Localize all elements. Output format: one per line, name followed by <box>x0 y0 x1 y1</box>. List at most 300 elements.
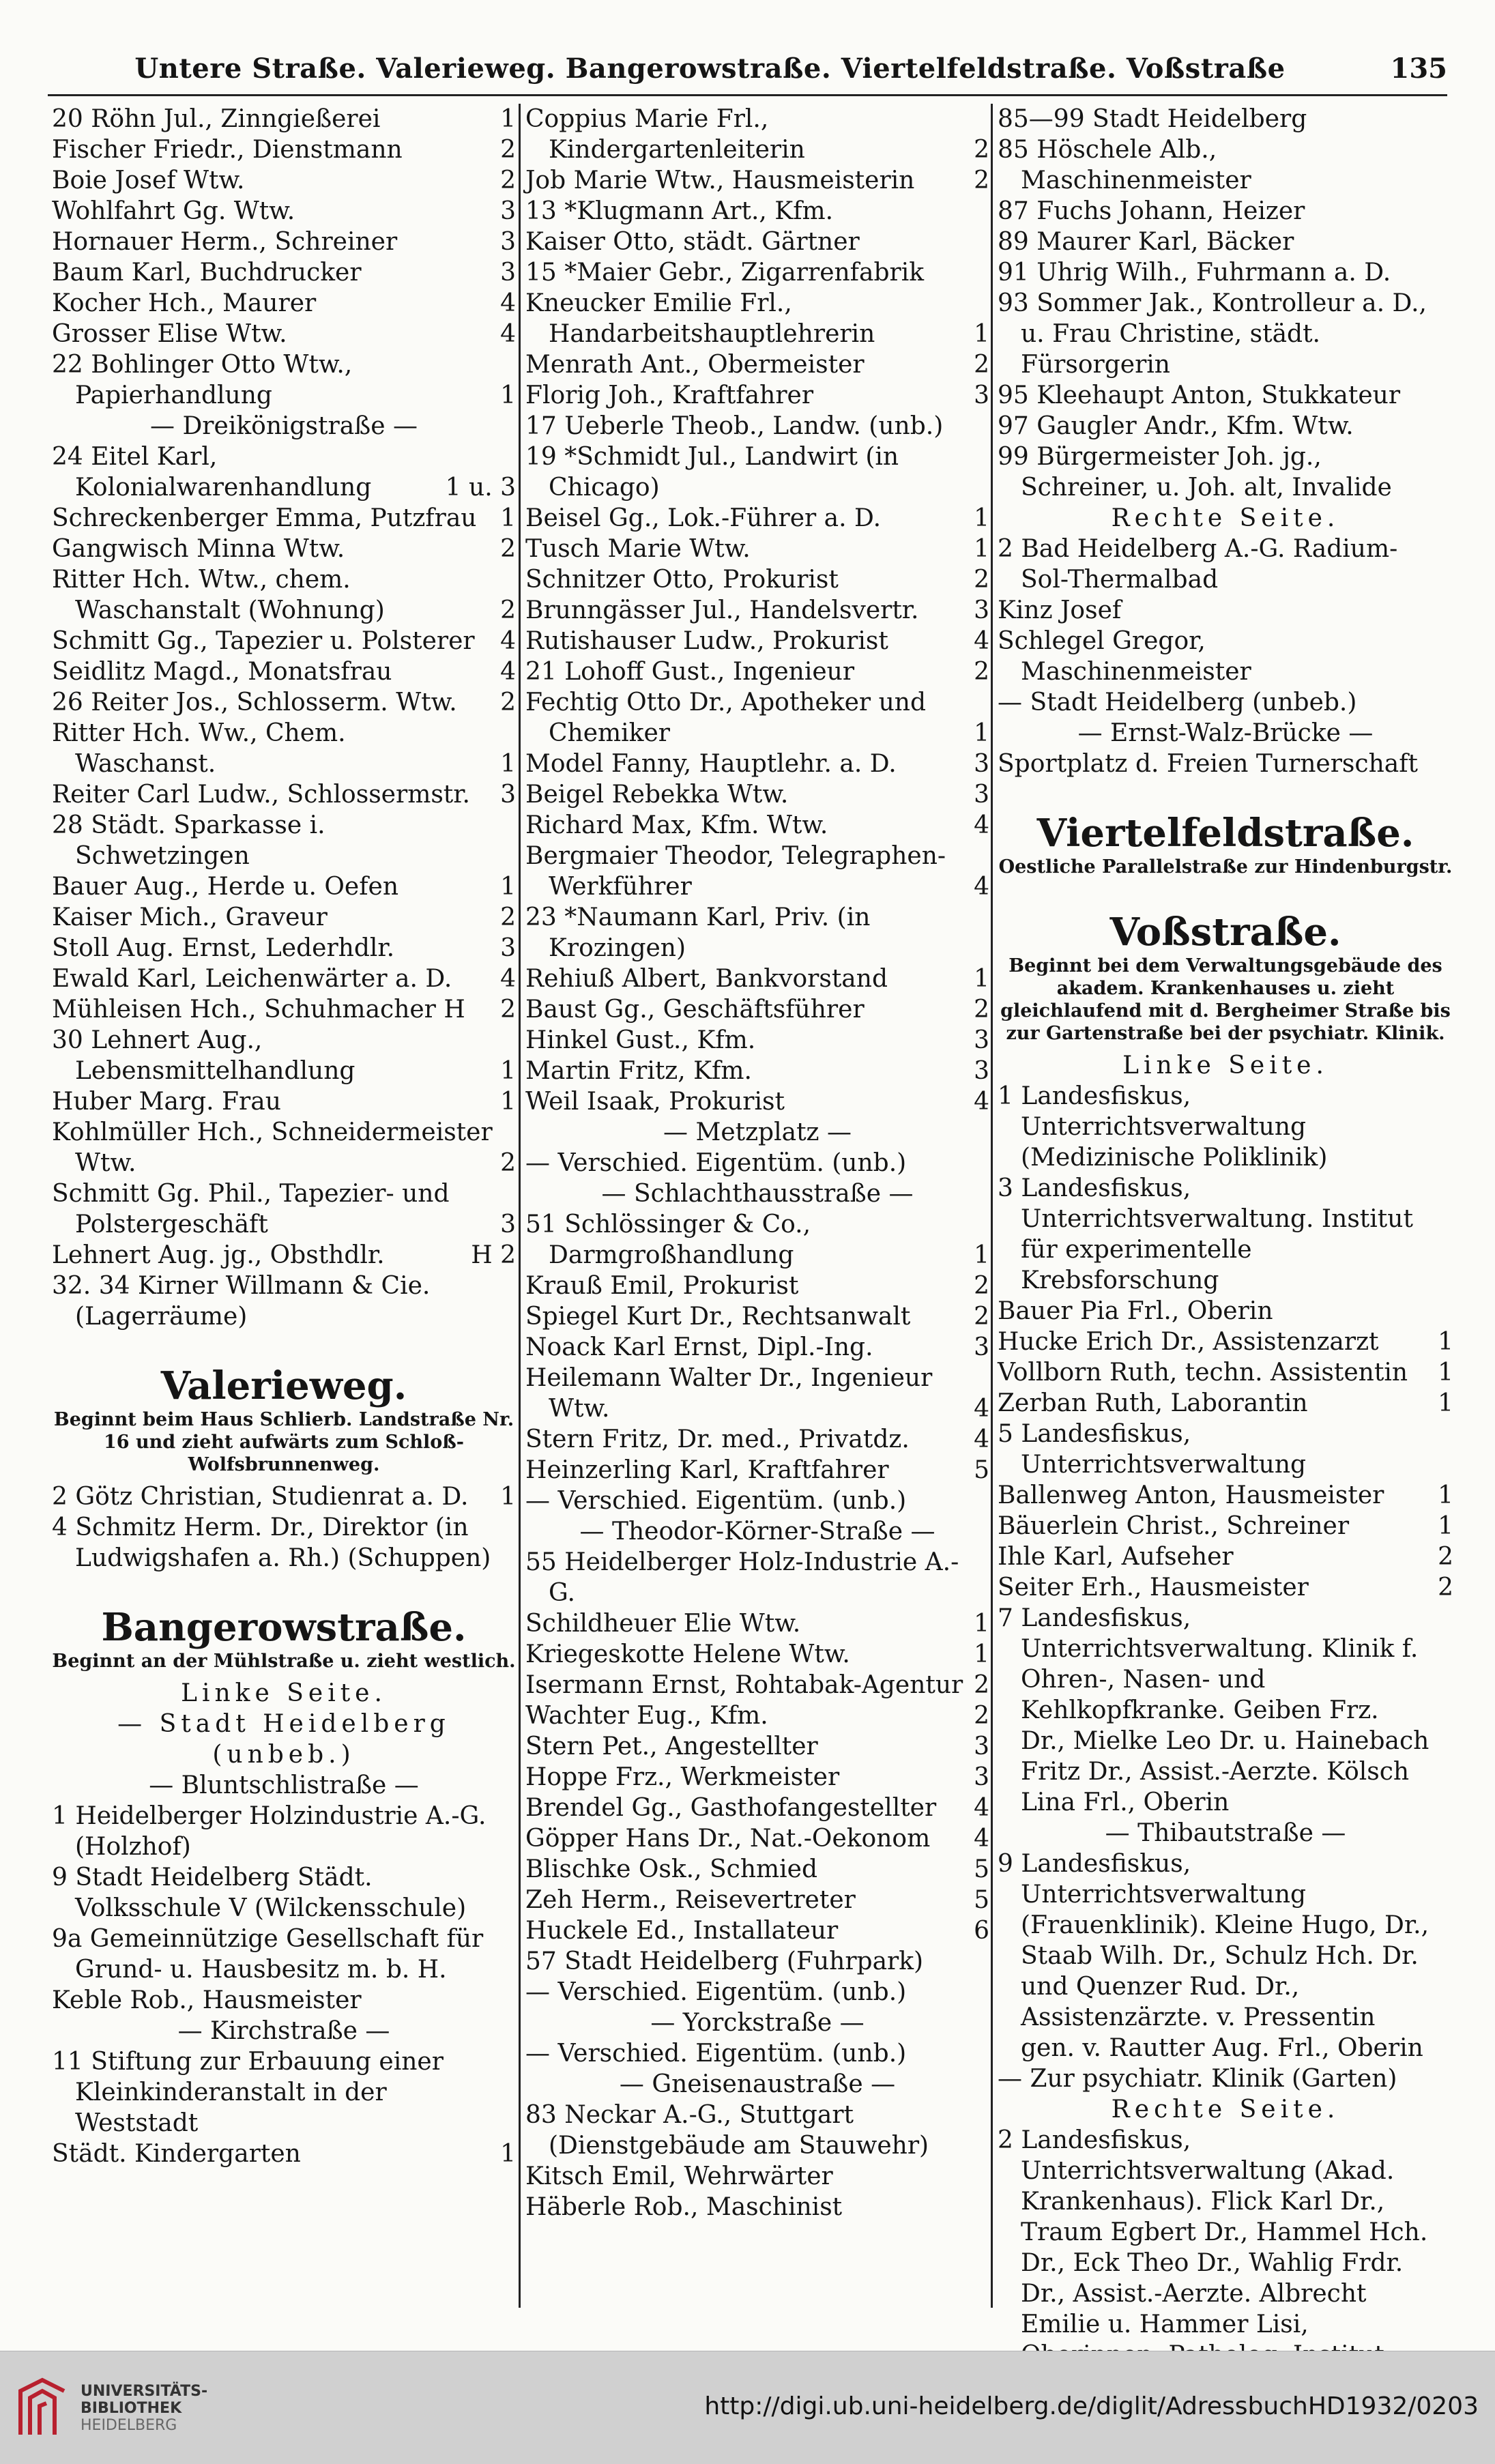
entry-text: Ritter Hch. Ww., Chem. Waschanst. <box>52 719 346 778</box>
directory-entry <box>52 687 516 718</box>
floor-number: 1 <box>1438 1389 1453 1417</box>
directory-entry <box>525 841 989 902</box>
floor-number: 3 <box>974 596 989 624</box>
floor-number: 1 <box>500 2140 516 2168</box>
entry-text: Hucke Erich Dr., Assistenzarzt <box>998 1328 1379 1356</box>
directory-entry <box>998 1296 1453 1327</box>
floor-number: 1 <box>500 873 516 901</box>
source-url-link[interactable]: http://digi.ub.uni-heidelberg.de/diglit/AdressbuchHD1932/0203 <box>704 2392 1479 2420</box>
directory-entry <box>525 411 989 441</box>
entry-text: Noack Karl Ernst, Dipl.-Ing. <box>525 1333 873 1361</box>
directory-entry <box>525 1731 989 1762</box>
floor-number: 3 <box>500 781 516 809</box>
directory-entry <box>525 595 989 626</box>
entry-text: Städt. Kindergarten <box>52 2140 301 2168</box>
floor-number: 6 <box>974 1917 989 1945</box>
directory-entry <box>525 963 989 994</box>
directory-entry <box>525 902 989 963</box>
page-header <box>48 48 1447 89</box>
entry-text: Schlegel Gregor, Maschinenmeister <box>998 627 1251 686</box>
directory-entry <box>998 411 1453 441</box>
header-title: Untere Straße. Valerieweg. Bangerowstraße. Viertelfeldstraße. Voßstraße <box>134 52 1286 85</box>
entry-text: 30 Lehnert Aug., Lebensmittelhandlung <box>52 1026 355 1085</box>
entry-text: 89 Maurer Karl, Bäcker <box>998 228 1294 256</box>
floor-number: 4 <box>974 873 989 901</box>
directory-entry <box>525 1271 989 1301</box>
floor-number: 2 <box>500 903 516 931</box>
directory-entry <box>52 1924 516 1985</box>
entry-text: Beisel Gg., Lok.-Führer a. D. <box>525 504 882 532</box>
entry-text: 15 *Maier Gebr., Zigarrenfabrik <box>525 259 925 287</box>
entry-text: 24 Eitel Karl, Kolonialwarenhandlung <box>52 443 372 502</box>
directory-entry <box>52 2139 516 2169</box>
directory-entry <box>52 165 516 196</box>
floor-number: 4 <box>974 1794 989 1822</box>
entry-text: Model Fanny, Hauptlehr. a. D. <box>525 750 897 778</box>
entry-text: Coppius Marie Frl., Kindergartenleiterin <box>525 105 805 164</box>
entry-text: 21 Lohoff Gust., Ingenieur <box>525 658 855 686</box>
directory-entry <box>52 1862 516 1924</box>
entry-text: Schildheuer Elie Wtw. <box>525 1610 801 1638</box>
directory-entry <box>525 564 989 595</box>
entry-text: Vollborn Ruth, techn. Assistentin <box>998 1359 1408 1387</box>
directory-entry <box>525 2038 989 2069</box>
entry-text: Stoll Aug. Ernst, Lederhdlr. <box>52 934 395 962</box>
library-line: UNIVERSITÄTS- <box>81 2383 208 2400</box>
entry-text: Schmitt Gg., Tapezier u. Polsterer <box>52 627 475 655</box>
directory-entry <box>998 595 1453 626</box>
entry-text: Schnitzer Otto, Prokurist <box>525 566 839 594</box>
floor-number: 1 <box>500 381 516 409</box>
directory-entry <box>52 1801 516 1862</box>
entry-text: Ballenweg Anton, Hausmeister <box>998 1481 1384 1509</box>
floor-number: 2 <box>974 1272 989 1300</box>
directory-entry <box>525 1823 989 1854</box>
entry-text: Ritter Hch. Wtw., chem. Waschanstalt (Wohnung) <box>52 566 385 624</box>
floor-number: 2 <box>974 1303 989 1331</box>
directory-entry <box>525 441 989 503</box>
directory-entry <box>525 380 989 411</box>
directory-entry <box>525 1485 989 1516</box>
floor-number: 2 <box>974 1702 989 1730</box>
directory-entry <box>525 749 989 779</box>
entry-text: Kitsch Emil, Wehrwärter <box>525 2162 833 2190</box>
directory-entry <box>525 1915 989 1946</box>
column-divider <box>991 104 993 2308</box>
floor-number: 3 <box>500 1211 516 1238</box>
directory-entry <box>998 1541 1453 1572</box>
directory-entry <box>525 1854 989 1885</box>
street-heading: Voßstraße. <box>1109 910 1341 955</box>
floor-number: 3 <box>974 750 989 778</box>
floor-number: 1 <box>974 535 989 563</box>
floor-number: 5 <box>974 1855 989 1883</box>
directory-entry <box>525 1455 989 1485</box>
entry-text: Seidlitz Magd., Monatsfrau <box>52 658 392 686</box>
floor-number: 1 <box>1438 1328 1453 1356</box>
directory-entry <box>525 1608 989 1639</box>
entry-text: Lehnert Aug. jg., Obsthdlr. <box>52 1241 385 1269</box>
directory-entry <box>998 1480 1453 1511</box>
directory-entry <box>525 1424 989 1455</box>
entry-text: Schmitt Gg. Phil., Tapezier- und Polstergeschäft <box>52 1180 450 1238</box>
directory-entry <box>998 534 1453 595</box>
floor-number: 2 <box>500 1149 516 1177</box>
directory-entry <box>998 1419 1453 1480</box>
directory-entry <box>525 1793 989 1823</box>
entry-text: 97 Gaugler Andr., Kfm. Wtw. <box>998 412 1354 440</box>
directory-entry <box>525 1700 989 1731</box>
directory-entry <box>525 104 989 165</box>
entry-text: 51 Schlössinger & Co., Darmgroßhandlung <box>525 1211 811 1269</box>
entry-text: 85 Höschele Alb., Maschinenmeister <box>998 136 1251 194</box>
directory-entry <box>52 779 516 810</box>
floor-number: 4 <box>500 320 516 348</box>
floor-number: 2 <box>500 166 516 194</box>
entry-text: 7 Landesfiskus, Unterrichtsverwaltung. Klinik f. Ohren-, Nasen- und Kehlkopfkranke. Geiben Frz. Dr., Mielke Leo Dr. u. Hainebach Fritz Dr., Assist.-Aerzte. Kölsch Lina Frl., Oberin <box>998 1604 1429 1816</box>
entry-text: Baust Gg., Geschäftsführer <box>525 996 865 1024</box>
directory-entry <box>525 1209 989 1271</box>
directory-entry <box>998 749 1453 779</box>
viewer-footer <box>0 2351 1495 2464</box>
floor-number: 2 <box>974 351 989 379</box>
floor-number: 2 <box>500 136 516 164</box>
directory-entry <box>998 1511 1453 1541</box>
directory-entry <box>525 1639 989 1670</box>
entry-text: 20 Röhn Jul., Zinngießerei <box>52 105 381 133</box>
floor-number: 4 <box>500 289 516 317</box>
header-rule <box>48 94 1447 96</box>
directory-entry <box>52 626 516 656</box>
directory-entry <box>998 288 1453 380</box>
directory-entry <box>525 656 989 687</box>
floor-number: 1 <box>974 320 989 348</box>
entry-text: Brendel Gg., Gasthofangestellter <box>525 1794 937 1822</box>
directory-entry <box>525 503 989 534</box>
entry-text: 17 Ueberle Theob., Landw. (unb.) <box>525 412 944 440</box>
entry-text: Häberle Rob., Maschinist <box>525 2193 843 2221</box>
entry-text: Hornauer Herm., Schreiner <box>52 228 398 256</box>
floor-number: 4 <box>500 658 516 686</box>
directory-entry <box>998 441 1453 503</box>
entry-text: Bergmaier Theodor, Telegraphen-Werkführer <box>525 842 946 901</box>
entry-text: Boie Josef Wtw. <box>52 166 245 194</box>
floor-number: 1 <box>974 1241 989 1269</box>
entry-text: Ihle Karl, Aufseher <box>998 1543 1234 1571</box>
directory-entry <box>52 1985 516 2016</box>
entry-text: Wohlfahrt Gg. Wtw. <box>52 197 295 225</box>
cross-street-label: — Thibautstraße — <box>1105 1819 1346 1847</box>
directory-entry <box>525 288 989 349</box>
entry-text: Baum Karl, Buchdrucker <box>52 259 362 287</box>
library-line: BIBLIOTHEK <box>81 2400 182 2417</box>
directory-entry <box>52 994 516 1025</box>
entry-text: 2 Bad Heidelberg A.-G. Radium-Sol-Thermalbad <box>998 535 1398 594</box>
floor-number: 1 <box>500 1057 516 1085</box>
entry-text: Florig Joh., Kraftfahrer <box>525 381 814 409</box>
entry-text: Martin Fritz, Kfm. <box>525 1057 752 1085</box>
entry-text: 55 Heidelberger Holz-Industrie A.-G. <box>525 1548 959 1607</box>
entry-text: 26 Reiter Jos., Schlosserm. Wtw. <box>52 689 457 716</box>
street-heading: Valerieweg. <box>160 1363 407 1408</box>
floor-number: 4 <box>974 627 989 655</box>
directory-entry <box>52 534 516 564</box>
floor-number: 4 <box>974 811 989 839</box>
directory-entry <box>998 1173 1453 1296</box>
directory-entry <box>52 1481 516 1512</box>
entry-text: Menrath Ant., Obermeister <box>525 351 865 379</box>
floor-number: 4 <box>500 965 516 993</box>
cross-street-label: Rechte Seite. <box>1111 504 1340 532</box>
floor-number: 3 <box>500 228 516 256</box>
column-1 <box>52 104 516 2308</box>
floor-number: 1 <box>500 1483 516 1511</box>
directory-entry <box>52 104 516 134</box>
entry-text: Job Marie Wtw., Hausmeisterin <box>525 166 915 194</box>
entry-text: 13 *Klugmann Art., Kfm. <box>525 197 834 225</box>
cross-street-label: Linke Seite. <box>1122 1052 1329 1079</box>
entry-text: Hinkel Gust., Kfm. <box>525 1026 756 1054</box>
library-logo-icon <box>15 2376 70 2439</box>
directory-entry <box>525 1670 989 1700</box>
directory-entry <box>998 687 1453 718</box>
floor-number: 3 <box>500 259 516 287</box>
directory-entry <box>52 257 516 288</box>
directory-entry <box>525 1056 989 1086</box>
directory-entry <box>998 1388 1453 1419</box>
directory-entry <box>525 1332 989 1363</box>
entry-text: Huckele Ed., Installateur <box>525 1917 839 1945</box>
column-2 <box>525 104 989 2308</box>
entry-text: Brunngässer Jul., Handelsvertr. <box>525 596 919 624</box>
floor-number: 1 <box>974 504 989 532</box>
directory-entry <box>525 2192 989 2222</box>
entry-text: 9 Landesfiskus, Unterrichtsverwaltung (Frauenklinik). Kleine Hugo, Dr., Staab Wilh. Dr., Schulz Hch. Dr. und Quenzer Rud. Dr., Assistenzärzte. v. Pressentin gen. v. Rautter Aug. Frl., Oberin <box>998 1850 1429 2062</box>
entry-text: Blischke Osk., Schmied <box>525 1855 818 1883</box>
floor-number: 2 <box>974 136 989 164</box>
entry-text: Grosser Elise Wtw. <box>52 320 287 348</box>
entry-text: Weil Isaak, Prokurist <box>525 1088 785 1116</box>
directory-entry <box>52 1178 516 1240</box>
directory-entry <box>52 963 516 994</box>
directory-entry <box>998 227 1453 257</box>
entry-text: Kriegeskotte Helene Wtw. <box>525 1640 850 1668</box>
entry-text: Zerban Ruth, Laborantin <box>998 1389 1308 1417</box>
cross-street-label: Rechte Seite. <box>1111 2096 1340 2124</box>
floor-number: 3 <box>974 1057 989 1085</box>
floor-number: 2 <box>500 596 516 624</box>
floor-number: H 2 <box>471 1241 516 1269</box>
entry-text: 28 Städt. Sparkasse i. Schwetzingen <box>52 811 325 870</box>
directory-entry <box>52 1086 516 1117</box>
entry-text: Kneucker Emilie Frl., Handarbeitshauptlehrerin <box>525 289 875 348</box>
directory-entry <box>52 288 516 319</box>
entry-text: 57 Stadt Heidelberg (Fuhrpark) <box>525 1947 924 1975</box>
directory-entry <box>52 902 516 933</box>
directory-entry <box>525 1946 989 1977</box>
floor-number: 2 <box>974 658 989 686</box>
street-heading: Bangerowstraße. <box>101 1605 467 1650</box>
directory-entry <box>998 134 1453 196</box>
entry-text: Rehiuß Albert, Bankvorstand <box>525 965 888 993</box>
entry-text: Gangwisch Minna Wtw. <box>52 535 345 563</box>
cross-street-label: — Stadt Heidelberg (unbeb.) <box>117 1710 450 1769</box>
entry-text: Beigel Rebekka Wtw. <box>525 781 789 809</box>
entry-text: Göpper Hans Dr., Nat.-Oekonom <box>525 1825 931 1853</box>
column-3 <box>998 104 1453 2338</box>
entry-text: Keble Rob., Hausmeister <box>52 1986 362 2014</box>
entry-text: 19 *Schmidt Jul., Landwirt (in Chicago) <box>525 443 899 502</box>
directory-entry <box>998 104 1453 134</box>
directory-entry <box>525 1547 989 1608</box>
entry-text: Zeh Herm., Reisevertreter <box>525 1886 856 1914</box>
cross-street-label: — Ernst-Walz-Brücke — <box>1077 719 1374 747</box>
floor-number: 2 <box>974 166 989 194</box>
floor-number: 1 <box>500 504 516 532</box>
entry-text: 9a Gemeinnützige Gesellschaft für Grund- u. Hausbesitz m. b. H. <box>52 1925 484 1984</box>
directory-entry <box>525 994 989 1025</box>
floor-number: 3 <box>974 781 989 809</box>
floor-number: 1 <box>1438 1481 1453 1509</box>
entry-text: Wachter Eug., Kfm. <box>525 1702 768 1730</box>
directory-entry <box>52 227 516 257</box>
floor-number: 1 <box>974 1640 989 1668</box>
floor-number: 3 <box>974 1733 989 1760</box>
cross-street-label: — Dreikönigstraße — <box>150 412 418 440</box>
directory-entry <box>525 534 989 564</box>
entry-text: 11 Stiftung zur Erbauung einer Kleinkinderanstalt in der Weststadt <box>52 2048 444 2137</box>
directory-entry <box>998 1357 1453 1388</box>
entry-text: — Zur psychiatr. Klinik (Garten) <box>998 2065 1397 2093</box>
directory-entry <box>998 1081 1453 1173</box>
floor-number: 2 <box>500 996 516 1024</box>
floor-number: 2 <box>1438 1543 1453 1571</box>
entry-text: — Verschied. Eigentüm. (unb.) <box>525 2040 907 2068</box>
directory-entry <box>52 134 516 165</box>
entry-text: Richard Max, Kfm. Wtw. <box>525 811 828 839</box>
floor-number: 2 <box>500 689 516 716</box>
directory-entry <box>525 2100 989 2161</box>
floor-number: 1 <box>500 750 516 778</box>
entry-text: Kaiser Otto, städt. Gärtner <box>525 228 860 256</box>
directory-entry <box>525 165 989 196</box>
library-name <box>81 2383 207 2434</box>
entry-text: — Verschied. Eigentüm. (unb.) <box>525 1487 907 1515</box>
entry-text: — Verschied. Eigentüm. (unb.) <box>525 1149 907 1177</box>
directory-entry <box>525 626 989 656</box>
floor-number: 2 <box>500 535 516 563</box>
cross-street-label: Linke Seite. <box>181 1679 387 1707</box>
floor-number: 2 <box>974 1671 989 1699</box>
entry-text: Schreckenberger Emma, Putzfrau <box>52 504 477 532</box>
directory-entry <box>998 196 1453 227</box>
entry-text: 93 Sommer Jak., Kontrolleur a. D., u. Frau Christine, städt. Fürsorgerin <box>998 289 1427 379</box>
entry-text: 2 Landesfiskus, Unterrichtsverwaltung (Akad. Krankenhaus). Flick Karl Dr., Traum Egbert Dr., Hammel Hch. Dr., Eck Theo Dr., Wahlig Frdr. Dr., Assist.-Aerzte. Albrecht Emilie u. Hammer Lisi, <box>998 2126 1428 2338</box>
entry-text: Mühleisen Hch., Schuhmacher H <box>52 996 465 1024</box>
entry-text: Bauer Aug., Herde u. Oefen <box>52 873 399 901</box>
directory-entry <box>52 2046 516 2139</box>
entry-text: Spiegel Kurt Dr., Rechtsanwalt <box>525 1303 911 1331</box>
entry-text: Kohlmüller Hch., Schneidermeister Wtw. <box>52 1118 493 1177</box>
directory-entry <box>52 349 516 411</box>
entry-text: 32. 34 Kirner Willmann & Cie. (Lagerräume) <box>52 1272 431 1331</box>
entry-text: Kocher Hch., Maurer <box>52 289 317 317</box>
floor-number: 1 <box>974 1610 989 1638</box>
directory-entry <box>525 779 989 810</box>
directory-entry <box>525 1086 989 1117</box>
directory-entry <box>525 1977 989 2008</box>
directory-entry <box>525 196 989 227</box>
entry-text: 4 Schmitz Herm. Dr., Direktor (in Ludwigshafen a. Rh.) (Schuppen) <box>52 1513 491 1572</box>
entry-text: 1 Heidelberger Holzindustrie A.-G. (Holzhof) <box>52 1802 487 1861</box>
floor-number: 1 <box>500 105 516 133</box>
cross-street-label: — Kirchstraße — <box>177 2017 390 2045</box>
directory-entry <box>998 257 1453 288</box>
directory-entry <box>52 810 516 871</box>
entry-text: 3 Landesfiskus, Unterrichtsverwaltung. Institut für experimentelle Krebsforschung <box>998 1174 1413 1294</box>
entry-text: Reiter Carl Ludw., Schlossermstr. <box>52 781 470 809</box>
entry-text: Stern Fritz, Dr. med., Privatdz. <box>525 1425 910 1453</box>
directory-entry <box>52 1240 516 1271</box>
directory-entry <box>52 656 516 687</box>
entry-text: 2 Götz Christian, Studienrat a. D. <box>52 1483 469 1511</box>
cross-street-label: — Schlachthausstraße — <box>601 1180 914 1208</box>
floor-number: 4 <box>974 1088 989 1116</box>
entry-text: Huber Marg. Frau <box>52 1088 281 1116</box>
directory-entry <box>52 319 516 349</box>
directory-entry <box>998 1572 1453 1603</box>
floor-number: 4 <box>974 1395 989 1423</box>
floor-number: 3 <box>974 1333 989 1361</box>
directory-entry <box>525 1025 989 1056</box>
entry-text: Kaiser Mich., Graveur <box>52 903 328 931</box>
directory-entry <box>998 2063 1453 2094</box>
entry-text: Fechtig Otto Dr., Apotheker und Chemiker <box>525 689 927 747</box>
directory-entry <box>52 1117 516 1178</box>
directory-entry <box>525 1301 989 1332</box>
entry-text: Kinz Josef <box>998 596 1122 624</box>
directory-entry <box>52 1271 516 1332</box>
floor-number: 1 u. 3 <box>445 474 516 502</box>
directory-entry <box>52 933 516 963</box>
floor-number: 4 <box>500 627 516 655</box>
page-number: 135 <box>1390 52 1447 85</box>
entry-text: 83 Neckar A.-G., Stuttgart (Dienstgebäude am Stauwehr) <box>525 2101 929 2160</box>
floor-number: 1 <box>500 1088 516 1116</box>
directory-entry <box>525 810 989 841</box>
directory-entry <box>998 1603 1453 1818</box>
floor-number: 3 <box>500 934 516 962</box>
floor-number: 1 <box>974 719 989 747</box>
floor-number: 2 <box>974 566 989 594</box>
entry-text: Tusch Marie Wtw. <box>525 535 751 563</box>
street-description: Oestliche Parallelstraße zur Hindenburgstr. <box>998 856 1453 878</box>
entry-text: 85—99 Stadt Heidelberg <box>998 105 1307 133</box>
floor-number: 4 <box>974 1825 989 1853</box>
directory-entry <box>52 564 516 626</box>
street-description: Beginnt an der Mühlstraße u. zieht westlich. <box>52 1651 516 1672</box>
entry-text: — Stadt Heidelberg (unbeb.) <box>998 689 1357 716</box>
entry-text: 99 Bürgermeister Joh. jg., Schreiner, u. Joh. alt, Invalide <box>998 443 1392 502</box>
entry-text: Hoppe Frz., Werkmeister <box>525 1763 840 1791</box>
floor-number: 3 <box>974 1026 989 1054</box>
directory-entry <box>998 1849 1453 2063</box>
directory-entry <box>525 1363 989 1424</box>
cross-street-label: — Metzplatz — <box>663 1118 852 1146</box>
directory-entry <box>998 626 1453 687</box>
street-description: Beginnt bei dem Verwaltungsgebäude des akadem. Krankenhauses u. zieht gleichlaufend mit d. Bergheimer Straße bis zur Gartenstraße bei der psychiatr. Klinik. <box>1000 955 1451 1044</box>
cross-street-label: — Theodor-Körner-Straße — <box>579 1518 935 1546</box>
